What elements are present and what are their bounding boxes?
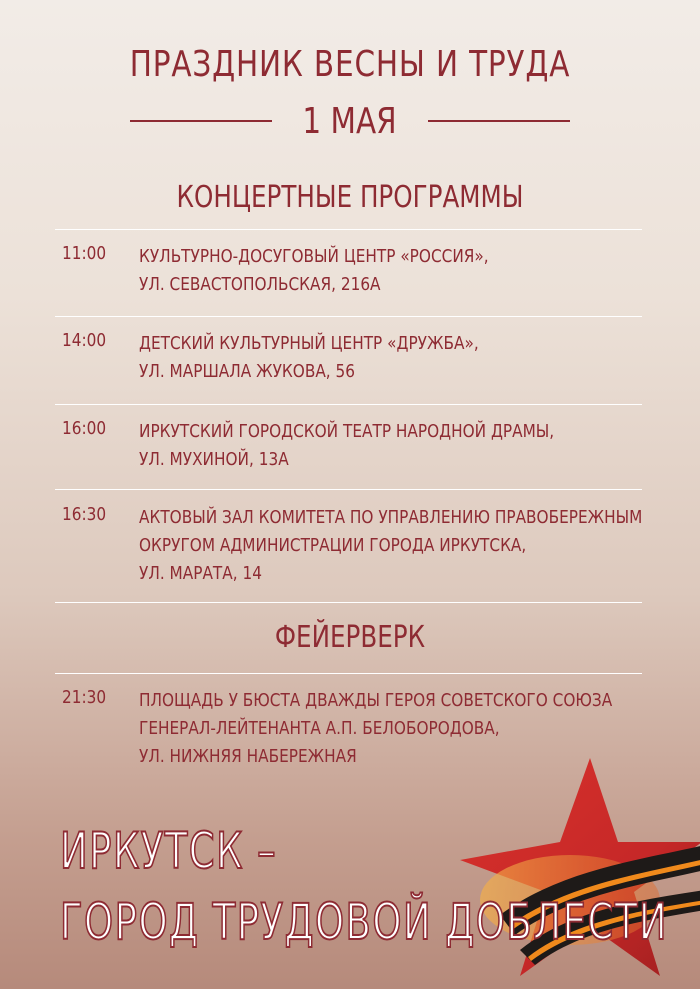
star-ribbon-decoration	[440, 750, 700, 989]
event-date: 1 МАЯ	[302, 100, 398, 142]
event-venue-line: УЛ. СЕВАСТОПОЛЬСКАЯ, 216А	[139, 274, 381, 295]
slogan-line-1: ИРКУТСК –	[60, 822, 278, 880]
event-venue-line: АКТОВЫЙ ЗАЛ КОМИТЕТА ПО УПРАВЛЕНИЮ ПРАВОБЕРЕЖНЫМ	[139, 507, 643, 528]
event-venue-line: УЛ. МАРШАЛА ЖУКОВА, 56	[139, 361, 355, 382]
event-time: 16:30	[62, 504, 107, 525]
event-time: 14:00	[62, 330, 107, 351]
event-venue-line: УЛ. МУХИНОЙ, 13А	[139, 449, 289, 470]
event-time: 11:00	[62, 243, 107, 264]
event-venue-line: КУЛЬТУРНО-ДОСУГОВЫЙ ЦЕНТР «РОССИЯ»,	[139, 246, 489, 267]
event-venue-line: ПЛОЩАДЬ У БЮСТА ДВАЖДЫ ГЕРОЯ СОВЕТСКОГО СОЮЗА	[139, 690, 613, 711]
event-venue-line: ОКРУГОМ АДМИНИСТРАЦИИ ГОРОДА ИРКУТСКА,	[139, 535, 527, 556]
divider	[55, 489, 642, 490]
event-venue	[139, 418, 554, 474]
divider	[55, 673, 642, 674]
event-time: 21:30	[62, 687, 107, 708]
event-venue-line: УЛ. МАРАТА, 14	[139, 563, 262, 584]
divider	[55, 404, 642, 405]
event-venue	[139, 504, 642, 588]
page-title: ПРАЗДНИК ВЕСНЫ И ТРУДА	[129, 44, 571, 85]
event-venue	[139, 330, 479, 386]
section-title-fireworks: ФЕЙЕРВЕРК	[274, 620, 426, 655]
event-venue-line: ДЕТСКИЙ КУЛЬТУРНЫЙ ЦЕНТР «ДРУЖБА»,	[139, 333, 479, 354]
event-venue-line: УЛ. НИЖНЯЯ НАБЕРЕЖНАЯ	[139, 746, 357, 767]
event-venue	[139, 243, 489, 299]
date-row	[130, 98, 570, 144]
date-line-right	[428, 120, 570, 122]
slogan-line-2: ГОРОД ТРУДОВОЙ ДОБЛЕСТИ	[60, 893, 669, 951]
section-title-concerts: КОНЦЕРТНЫЕ ПРОГРАММЫ	[176, 180, 524, 215]
divider	[55, 602, 642, 603]
event-venue-line: ГЕНЕРАЛ-ЛЕЙТЕНАНТА А.П. БЕЛОБОРОДОВА,	[139, 718, 500, 739]
event-venue-line: ИРКУТСКИЙ ГОРОДСКОЙ ТЕАТР НАРОДНОЙ ДРАМЫ,	[139, 421, 555, 442]
divider	[55, 229, 642, 230]
date-line-left	[130, 120, 272, 122]
divider	[55, 316, 642, 317]
event-time: 16:00	[62, 418, 107, 439]
